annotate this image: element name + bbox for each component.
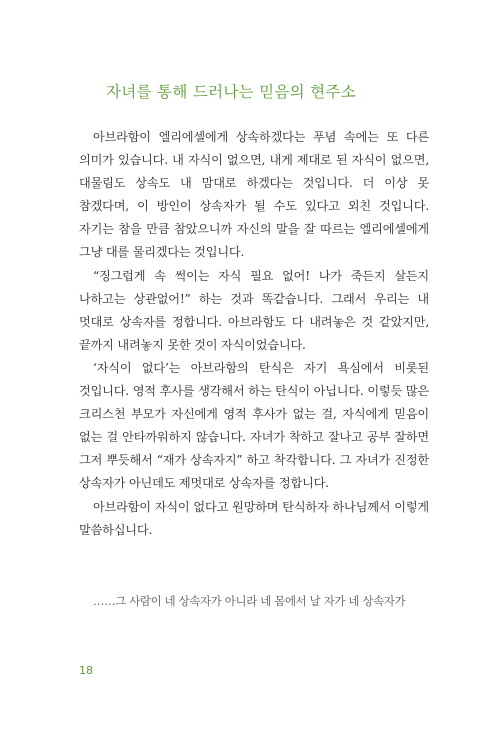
paragraph: 아브라함이 자식이 없다고 원망하며 탄식하자 하나님께서 이렇게 말씀하십니다. [79,499,429,537]
body-text [79,126,429,542]
paragraph: 아브라함이 엘리에셀에게 상속하겠다는 푸념 속에는 또 다른 의미가 있습니다. 내 자식이 없으면, 내게 제대로 된 자식이 없으면, 대물림도 상속도 내 맘대로 하겠다는 것입니다. 더 이상 못 참겠다며, 이 방인이 상속자가 될 수도 있다고 외친 것입니다. 자기는 참을 만큼 참았으니까 자신의 말을 잘 따르는 엘리에셀에게 그냥 대를 물리겠다는 것입니다. [79,130,429,260]
page-number: 18 [79,664,93,677]
section-heading: 자녀를 통해 드러나는 믿음의 현주소 [106,83,357,101]
scripture-quote: ……그 사람이 네 상속자가 아니라 네 몸에서 날 자가 네 상속자가 [93,594,406,608]
paragraph: ‘자식이 없다’는 아브라함의 탄식은 자기 욕심에서 비롯된 것입니다. 영적 후사를 생각해서 하는 탄식이 아닙니다. 이렇듯 많은 크리스천 부모가 자신에게 영적 후사가 없는 걸, 자식에게 믿음이 없는 걸 안타까워하지 않습니다. 자녀가 착하고 잘나고 공부 잘하면 그저 뿌듯해서 “재가 상속자지” 하고 착각합니다. 그 자녀가 진정한 상속자가 아닌데도 제멋대로 상속자를 정합니다. [79,360,429,491]
paragraph: “징그럽게 속 썩이는 자식 필요 없어! 나가 죽든지 살든지 나하고는 상관없어!” 하는 것과 똑같습니다. 그래서 우리는 내 멋대로 상속자를 정합니다. 아브라함도 다 내려놓은 것 같았지만, 끝까지 내려놓지 못한 것이 자식이었습니다. [79,268,429,352]
